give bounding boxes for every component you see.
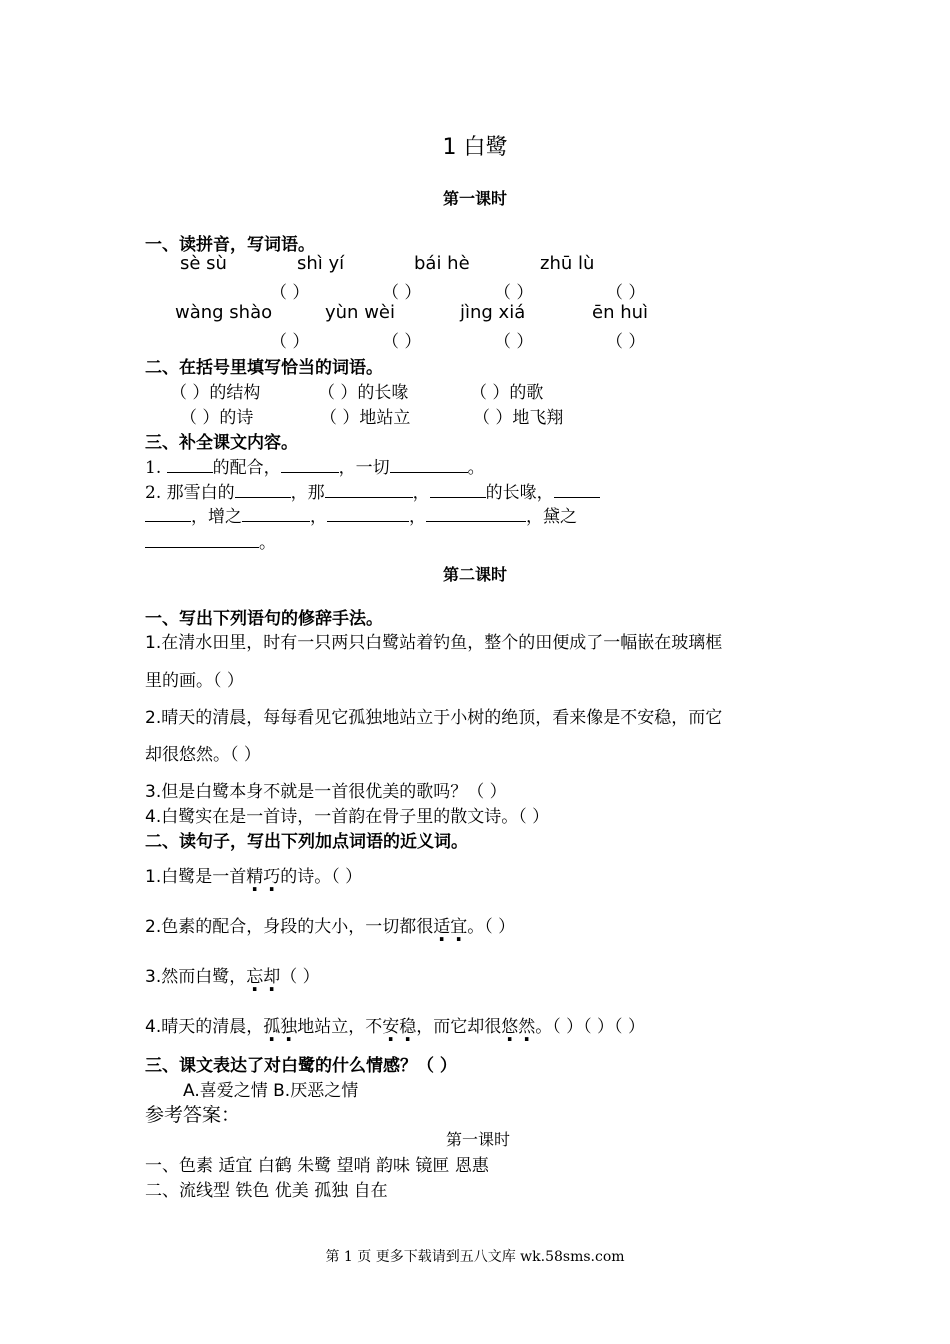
answers-heading: 参考答案： — [145, 1104, 241, 1126]
rhetoric-q4: 4.白鹭实在是一首诗，一首韵在骨子里的散文诗。（ ） — [145, 807, 550, 827]
answer-paren: （ ） — [494, 283, 534, 303]
pinyin-4: zhū lù — [540, 253, 595, 274]
answer-2: 二、流线型 铁色 优美 孤独 自在 — [145, 1181, 388, 1201]
rhetoric-q2b: 却很悠然。（ ） — [145, 745, 261, 765]
answer-paren: （ ） — [270, 332, 310, 352]
answer-1: 一、色素 适宜 白鹤 朱鹭 望哨 韵味 镜匣 恩惠 — [145, 1156, 489, 1176]
synonym-q1: 1.白鹭是一首精巧的诗。（ ） — [145, 867, 363, 887]
pinyin-1: sè sù — [180, 253, 227, 274]
answer-paren: （ ） — [270, 283, 310, 303]
synonym-q3: 3.然而白鹭，忘却（ ） — [145, 967, 320, 987]
fill-item: （ ）地飞翔 — [473, 408, 564, 428]
page-title: 1 白鹭 — [442, 135, 508, 160]
l1-s1-title: 一、读拼音，写词语。 — [145, 235, 315, 255]
rhetoric-q2a: 2.晴天的清晨，每每看见它孤独地站立于小树的绝顶，看来像是不安稳，而它 — [145, 708, 723, 728]
rhetoric-q3: 3.但是白鹭本身不就是一首很优美的歌吗？（ ） — [145, 782, 507, 802]
fill-line-2: 2. 那雪白的 ，那 ， 的长喙， — [145, 478, 600, 503]
fill-line-1: 1. 的配合， ，一切 。 — [145, 458, 485, 478]
l1-s3-title: 三、补全课文内容。 — [145, 433, 298, 453]
answer-paren: （ ） — [606, 332, 646, 352]
answer-paren: （ ） — [382, 332, 422, 352]
pinyin-7: jìng xiá — [460, 302, 526, 323]
fill-line-3: ，增之 ， ， ，黛之 — [145, 502, 577, 527]
l1-s2-title: 二、在括号里填写恰当的词语。 — [145, 358, 383, 378]
lesson1-heading: 第一课时 — [442, 189, 507, 208]
pinyin-5: wàng shào — [175, 302, 273, 323]
fill-line-4: 。 — [145, 528, 276, 553]
footer: 第 1 页 更多下载请到五八文库 wk.58sms.com — [325, 1249, 625, 1265]
fill-item: （ ）的长喙 — [318, 383, 409, 403]
fill-item: （ ）的诗 — [180, 408, 254, 428]
rhetoric-q1a: 1.在清水田里，时有一只两只白鹭站着钓鱼，整个的田便成了一幅嵌在玻璃框 — [145, 633, 723, 653]
answers-sub: 第一课时 — [446, 1130, 511, 1149]
rhetoric-q1b: 里的画。（ ） — [145, 671, 244, 691]
synonym-q2: 2.色素的配合，身段的大小，一切都很适宜。（ ） — [145, 917, 516, 937]
emotion-options: A.喜爱之情 B.厌恶之情 — [183, 1081, 359, 1101]
fill-item: （ ）的结构 — [170, 383, 261, 403]
pinyin-3: bái hè — [414, 253, 470, 274]
pinyin-8: ēn huì — [592, 302, 649, 323]
lesson2-heading: 第二课时 — [442, 565, 507, 584]
fill-item: （ ）地站立 — [320, 408, 411, 428]
fill-item: （ ）的歌 — [470, 383, 544, 403]
answer-paren: （ ） — [606, 283, 646, 303]
l2-s2-title: 二、读句子，写出下列加点词语的近义词。 — [145, 832, 468, 852]
answer-paren: （ ） — [494, 332, 534, 352]
l2-s1-title: 一、写出下列语句的修辞手法。 — [145, 609, 383, 629]
answer-paren: （ ） — [382, 283, 422, 303]
l2-s3-title: 三、课文表达了对白鹭的什么情感？（ ） — [145, 1056, 457, 1076]
pinyin-2: shì yí — [297, 253, 345, 274]
pinyin-6: yùn wèi — [325, 302, 395, 323]
synonym-q4: 4.晴天的清晨，孤独地站立，不安稳，而它却很悠然。（ ）（ ）（ ） — [145, 1017, 645, 1037]
